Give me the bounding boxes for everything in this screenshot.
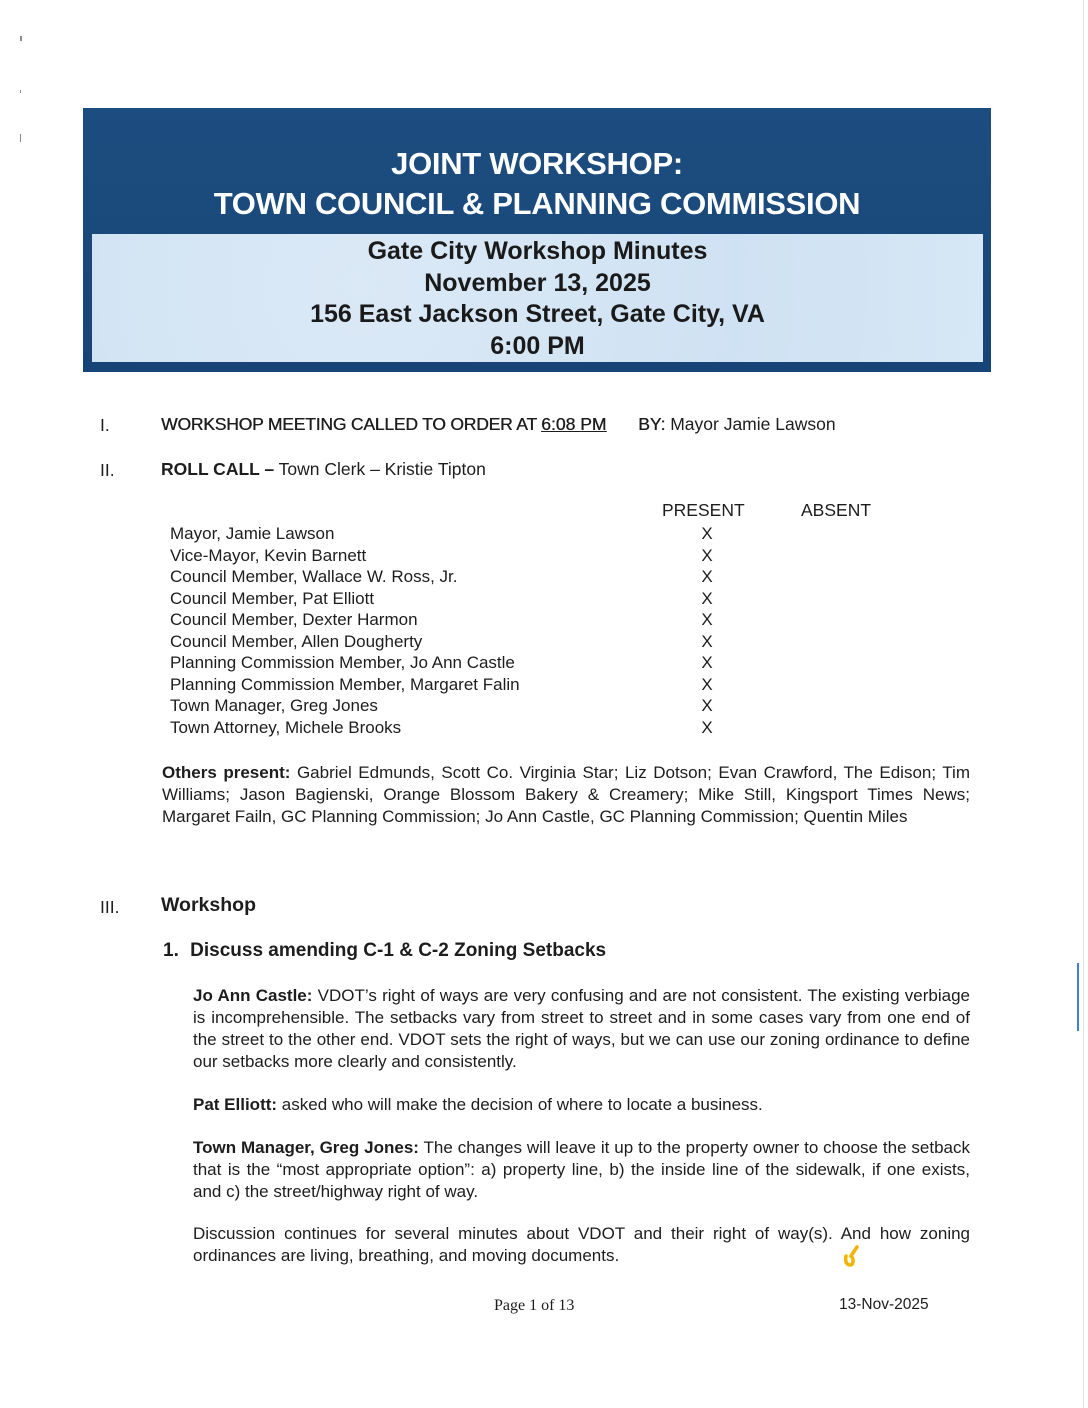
others-present-list: Gabriel Edmunds, Scott Co. Virginia Star; Liz Dotson; Evan Crawford, The Edison; Tim Williams; Jason Bagienski, Orange Blossom Bakery & Creamery; Mike Still, Kingsport Times News; Margaret Failn, GC Planning Commission; Jo Ann Castle, GC Planning Commission; Quentin Miles [162, 763, 970, 826]
scan-artifact [20, 90, 21, 93]
column-absent: ABSENT [801, 500, 872, 520]
present-mark: X [701, 653, 713, 672]
called-by-label: BY: [638, 414, 666, 434]
scan-edge [1083, 0, 1084, 1408]
member-name: Council Member, Wallace W. Ross, Jr. [170, 567, 458, 586]
others-present-label: Others present: [162, 763, 291, 782]
discussion-paragraph [193, 1137, 970, 1203]
meeting-subtitle: Gate City Workshop Minutes [367, 237, 708, 265]
member-name: Town Manager, Greg Jones [170, 696, 378, 715]
call-to-order-label: WORKSHOP MEETING CALLED TO ORDER AT [161, 414, 542, 434]
present-mark: X [701, 588, 713, 608]
header-banner [83, 108, 991, 372]
present-mark: X [701, 567, 713, 586]
speaker-name: Town Manager, Greg Jones: [193, 1138, 419, 1157]
meeting-address: 156 East Jackson Street, Gate City, VA [310, 300, 765, 328]
roll-call-label: ROLL CALL – [161, 459, 275, 479]
document-title [83, 144, 991, 224]
present-mark: X [701, 717, 713, 737]
section-1-call-to-order [161, 414, 836, 435]
present-mark: X [701, 631, 713, 651]
present-mark: X [701, 696, 713, 715]
called-by-value: Mayor Jamie Lawson [670, 414, 836, 434]
footer-date: 13-Nov-2025 [839, 1296, 929, 1313]
section-3-title: Workshop [161, 894, 256, 916]
section-2-roll-call [161, 459, 486, 480]
section-1-numeral: I. [100, 415, 110, 435]
section-2-numeral: II. [100, 460, 115, 480]
discussion-summary: Discussion continues for several minutes about VDOT and their right of way(s). And how zoning ordinances are living, breathing, and moving documents. [193, 1224, 970, 1265]
speaker-name: Jo Ann Castle: [193, 986, 313, 1005]
speaker-name: Pat Elliott: [193, 1095, 278, 1114]
meeting-date: November 13, 2025 [424, 268, 651, 297]
speaker-remarks: VDOT’s right of ways are very confusing and are not consistent. The existing verbiage is incomprehensible. The setbacks vary from street to street and in some cases vary from one end of the street to the other end. VDOT sets the right of ways, but we can use our zoning ordinance to define our setbacks more clearly and consistently. [193, 986, 970, 1071]
others-present [162, 762, 970, 828]
discussion-paragraph [193, 985, 970, 1073]
title-line-1: JOINT WORKSHOP: [391, 146, 683, 181]
page-number: Page 1 of 13 [494, 1297, 575, 1314]
highlighter-mark-icon [842, 1244, 860, 1268]
member-name: Planning Commission Member, Jo Ann Castle [170, 653, 515, 672]
agenda-item-title: Discuss amending C-1 & C-2 Zoning Setbacks [190, 940, 607, 961]
member-name: Town Attorney, Michele Brooks [170, 717, 402, 737]
present-mark: X [701, 610, 713, 629]
member-name: Mayor, Jamie Lawson [170, 524, 335, 543]
discussion-paragraph [193, 1094, 970, 1116]
pen-mark [1077, 963, 1079, 1031]
member-name: Planning Commission Member, Margaret Falin [170, 674, 520, 694]
call-to-order-time: 6:08 PM [541, 414, 607, 434]
speaker-remarks: The changes will leave it up to the property owner to choose the setback that is the “most appropriate option”: a) property line, b) the inside line of the sidewalk, if one exists, and c) the street/highway right of way. [193, 1138, 971, 1201]
meeting-info-box [92, 234, 983, 362]
present-mark: X [701, 524, 713, 543]
agenda-item-1 [163, 940, 606, 962]
scan-artifact [20, 134, 21, 142]
member-name: Vice-Mayor, Kevin Barnett [170, 545, 367, 565]
present-mark: X [701, 545, 713, 565]
member-name: Council Member, Pat Elliott [170, 588, 375, 608]
meeting-time: 6:00 PM [490, 331, 585, 360]
speaker-remarks: asked who will make the decision of where to locate a business. [277, 1095, 763, 1114]
member-name: Council Member, Dexter Harmon [170, 610, 418, 629]
present-mark: X [701, 674, 713, 694]
section-3-numeral: III. [100, 897, 120, 917]
roll-call-clerk: Town Clerk – Kristie Tipton [274, 459, 486, 479]
scan-artifact [20, 36, 22, 41]
column-present: PRESENT [662, 500, 745, 520]
title-line-2: TOWN COUNCIL & PLANNING COMMISSION [213, 186, 861, 221]
member-name: Council Member, Allen Dougherty [170, 631, 423, 651]
agenda-item-number: 1. [163, 940, 179, 961]
